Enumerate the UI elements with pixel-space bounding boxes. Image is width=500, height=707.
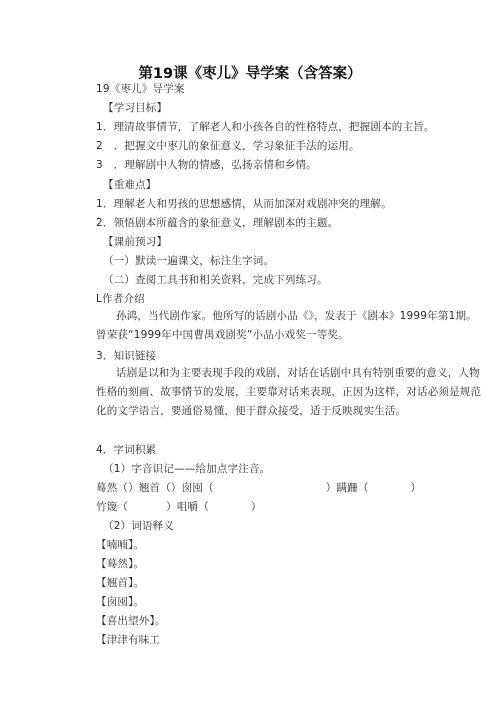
goals-heading: 【学习目标】 bbox=[103, 102, 168, 114]
key-point-item: 2．领悟剧本所蕴含的象征意义，理解剧本的主题。 bbox=[96, 217, 339, 229]
subtitle: 19《枣儿》导学案 bbox=[96, 83, 185, 95]
knowledge-heading: 3．知识链接 bbox=[96, 350, 157, 362]
goal-item: 1．理清故事情节，了解老人和小孩各自的性格特点，把握剧本的主旨。 bbox=[96, 121, 435, 133]
preview-heading: 【课前预习】 bbox=[103, 236, 168, 248]
pinyin-item: ） bbox=[250, 501, 262, 513]
pinyin-item: 蹒跚（ bbox=[336, 482, 369, 494]
key-points-heading: 【重难点】 bbox=[103, 179, 157, 191]
author-paragraph: 孙鸿，当代剧作家。他所写的话剧小品《》，发表于《剧本》1999年第1期。曾荣获“1999年中国曹禺戏剧奖”小品小戏奖一等奖。 bbox=[96, 310, 477, 341]
pinyin-item: 蓦然（） bbox=[96, 482, 139, 494]
meaning-item: 【津津有味工 bbox=[96, 634, 161, 646]
meaning-item: 【蓦然】。 bbox=[96, 558, 145, 570]
meaning-item: 【喃喃】。 bbox=[96, 539, 145, 551]
meaning-heading: （2）词语释义 bbox=[103, 520, 175, 532]
pinyin-heading: （1）字音识记——给加点字注音。 bbox=[103, 463, 271, 475]
meaning-item: 【囱囤】。 bbox=[96, 596, 145, 608]
goal-item: 2 ．把握文中枣儿的象征意义，学习象征手法的运用。 bbox=[96, 140, 360, 152]
meaning-item: 【喜出望外】。 bbox=[96, 615, 166, 627]
pinyin-item: 翘首（） bbox=[138, 482, 182, 494]
pinyin-item: 咀嚼（ bbox=[176, 501, 209, 513]
preview-item: （二）查阅工具书和相关资料，完成下列练习。 bbox=[103, 274, 328, 286]
pinyin-row-2 bbox=[96, 500, 262, 514]
preview-item: （一）默读一遍课文，标注生字词。 bbox=[103, 255, 275, 267]
pinyin-row-1 bbox=[96, 481, 421, 495]
goal-item: 3 ．理解剧中人物的情感，弘扬亲情和乡情。 bbox=[96, 159, 317, 171]
pinyin-item: 囱囤（ bbox=[181, 482, 214, 494]
meaning-item: 【翘首】。 bbox=[96, 577, 145, 589]
knowledge-paragraph: 话剧是以和为主要表现手段的戏剧，对话在话剧中具有特别重要的意义，人物性格的刻画、故事情节的发展，主要靠对话来表现，正因为这样，对话必须是规范化的文学语言，要通俗易懂，便于群众接受，适于反映现实生活。 bbox=[96, 367, 482, 417]
pinyin-item: ） bbox=[410, 482, 422, 494]
pinyin-item: ） bbox=[325, 482, 337, 494]
words-heading: 4．字词积累 bbox=[96, 444, 157, 456]
page-title: 第19课《枣儿》导学案（含答案） bbox=[138, 66, 362, 82]
pinyin-item: ） bbox=[166, 501, 177, 513]
author-heading: L作者介绍 bbox=[96, 293, 145, 305]
key-point-item: 1．理解老人和男孩的思想感情，从而加深对戏剧冲突的理解。 bbox=[96, 198, 392, 210]
pinyin-item: 竹篾（ bbox=[96, 501, 129, 513]
